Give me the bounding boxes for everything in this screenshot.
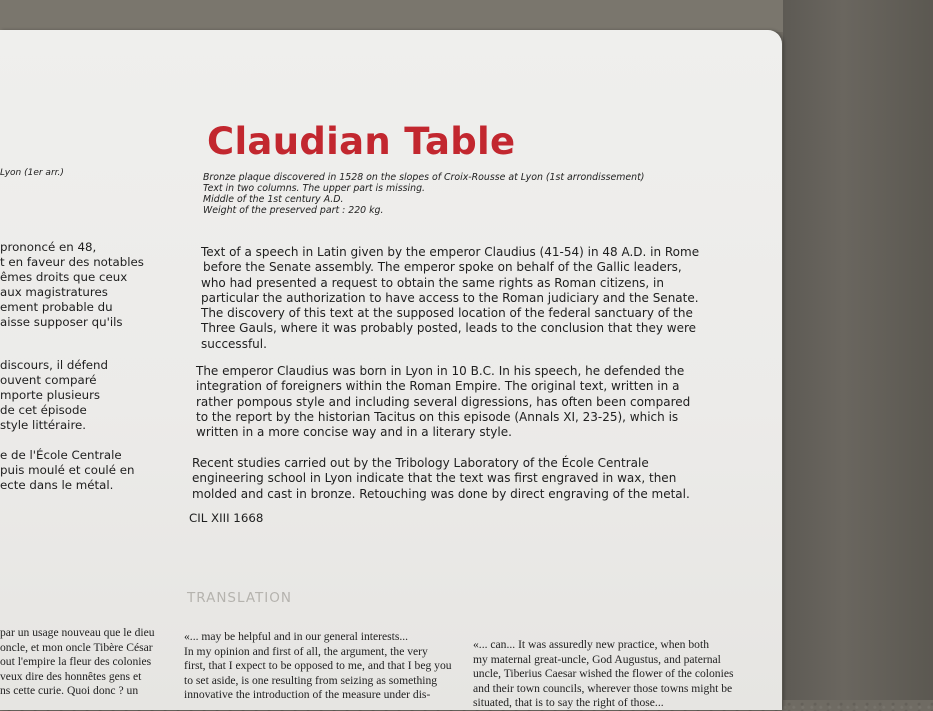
text-line: molded and cast in bronze. Retouching was done by direct engraving of the metal. [192, 486, 690, 501]
translation-column-2 [473, 638, 733, 711]
text-line: ecte dans le métal. [0, 478, 114, 492]
text-line: who had presented a request to obtain the same rights as Roman citizens, in [201, 275, 664, 290]
subtitle-line: Text in two columns. The upper part is missing. [203, 183, 425, 194]
text-line: êmes droits que ceux [0, 270, 128, 284]
text-line: particular the authorization to have access to the Roman judiciary and the Senate. [201, 290, 699, 305]
translation-left-fragment [0, 626, 155, 699]
subtitle-line: Bronze plaque discovered in 1528 on the slopes of Croix-Rousse at Lyon (1st arrondissement) [203, 172, 645, 183]
subtitle-line: Weight of the preserved part : 220 kg. [203, 205, 384, 216]
text-line: situated, that is to say the right of those... [473, 696, 664, 710]
text-line: to set aside, is one resulting from seizing as something [184, 673, 438, 687]
translation-column-1 [184, 630, 452, 703]
subtitle-line: Middle of the 1st century A.D. [203, 194, 344, 205]
text-line: The emperor Claudius was born in Lyon in 10 B.C. In his speech, he defended the [196, 364, 685, 378]
text-line: t en faveur des notables [0, 255, 144, 269]
text-line: ns cette curie. Quoi donc ? un [0, 684, 139, 698]
left-fragment-header: Lyon (1er arr.) [0, 168, 64, 178]
text-line: puis moulé et coulé en [0, 463, 135, 477]
text-line: aisse supposer qu'ils [0, 315, 123, 329]
text-line: my maternal great-uncle, God Augustus, and paternal [473, 652, 721, 666]
text-line: «... can... It was assuredly new practice, when both [473, 638, 709, 651]
text-line: ouvent comparé [0, 373, 97, 387]
page-title: Claudian Table [207, 120, 516, 163]
text-line: Three Gauls, where it was probably posted, leads to the conclusion that they were [201, 321, 697, 336]
text-line: out l'empire la fleur des colonies [0, 655, 152, 669]
text-line: oncle, et mon oncle Tibère César [0, 640, 153, 654]
text-line: to the report by the historian Tacitus on this episode (Annals XI, 23-25), which is [196, 409, 679, 424]
text-line: prononcé en 48, [0, 240, 97, 254]
text-line: e de l'École Centrale [0, 448, 122, 462]
left-fragment-block-2 [0, 358, 108, 433]
text-line: aux magistratures [0, 285, 108, 299]
text-line: written in a more concise way and in a literary style. [196, 425, 512, 440]
text-line: «... may be helpful and in our general interests... [184, 630, 409, 643]
text-line: par un usage nouveau que le dieu [0, 626, 155, 639]
left-fragment-block-3 [0, 448, 134, 493]
text-line: successful. [201, 336, 267, 351]
text-line: integration of foreigners within the Roman Empire. The original text, written in a [196, 379, 680, 394]
text-line: innovative the introduction of the measure under dis- [184, 688, 431, 702]
text-line: and their town councils, wherever those towns might be [473, 681, 733, 695]
paragraph-1 [201, 245, 699, 352]
text-line: veux dire des honnêtes gens et [0, 669, 142, 683]
paragraph-3 [192, 456, 690, 502]
stone-wall [783, 0, 933, 700]
text-line: uncle, Tiberius Caesar wished the flower of the colonies [473, 667, 734, 681]
text-line: In my opinion and first of all, the argument, the very [184, 644, 428, 658]
text-line: The discovery of this text at the supposed location of the federal sanctuary of the [201, 306, 693, 321]
paragraph-2 [196, 364, 690, 440]
text-line: before the Senate assembly. The emperor spoke on behalf of the Gallic leaders, [203, 260, 682, 275]
reference-code: CIL XIII 1668 [189, 511, 264, 525]
text-line: mporte plusieurs [0, 388, 101, 402]
text-line: engineering school in Lyon indicate that the text was first engraved in wax, then [192, 471, 677, 486]
text-line: style littéraire. [0, 418, 87, 432]
translation-heading: TRANSLATION [187, 590, 292, 606]
text-line: first, that I expect to be opposed to me, and that I beg you [184, 659, 452, 673]
text-line: Recent studies carried out by the Tribology Laboratory of the École Centrale [192, 456, 649, 470]
text-line: Text of a speech in Latin given by the emperor Claudius (41-54) in 48 A.D. in Rome [201, 245, 700, 259]
text-line: rather pompous style and including several digressions, has often been compared [196, 394, 691, 409]
text-line: discours, il défend [0, 358, 109, 372]
text-line: de cet épisode [0, 403, 87, 417]
left-fragment-block-1 [0, 240, 144, 330]
text-line: ement probable du [0, 300, 113, 314]
